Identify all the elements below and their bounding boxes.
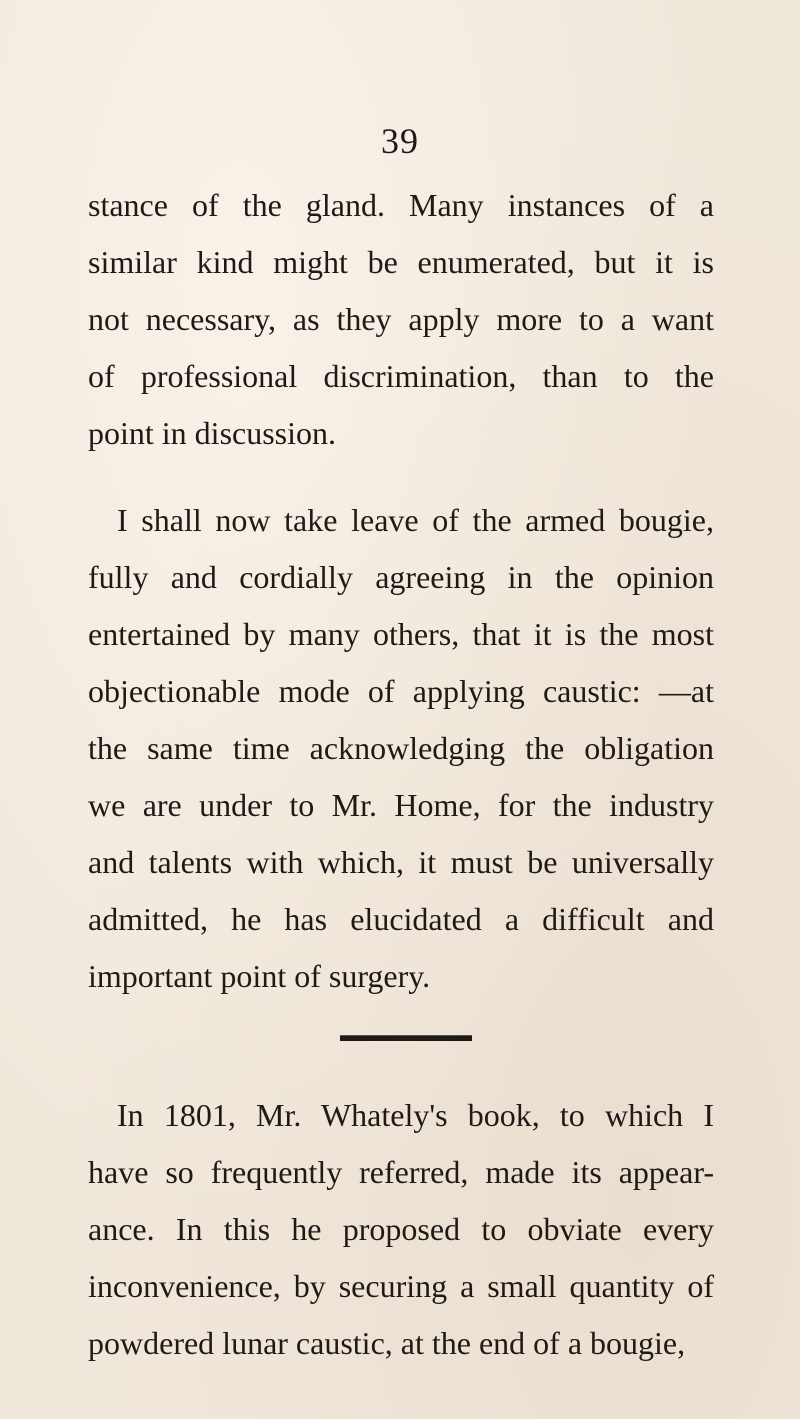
paragraph-3-line-3: ance. In this he proposed to obviate every [88,1211,714,1247]
paragraph-2-line-5: the same time acknowledging the obligation [88,730,714,766]
paragraph-2-line-4: objectionable mode of applying caustic: —at [88,673,714,709]
paragraph-2-line-3: entertained by many others, that it is the most [88,616,714,652]
paragraph-2-line-8: admitted, he has elucidated a difficult and [88,901,714,937]
paragraph-2-line-9: important point of surgery. [88,958,431,994]
paragraph-1-line-2: similar kind might be enumerated, but it is [88,244,714,280]
paragraph-3-line-5: powdered lunar caustic, at the end of a bougie, [88,1325,686,1361]
paragraph-3-line-2: have so frequently referred, made its appear- [88,1154,714,1190]
paragraph-2-line-6: we are under to Mr. Home, for the industry [88,787,714,823]
paragraph-2-line-1: I shall now take leave of the armed bougie, [117,502,714,538]
paragraph-2-line-2: fully and cordially agreeing in the opinion [88,559,714,595]
page-number: 39 [381,121,419,161]
paragraph-2-line-7: and talents with which, it must be universally [88,844,714,880]
section-divider [340,1035,472,1041]
paragraph-1-line-4: of professional discrimination, than to the [88,358,714,394]
paragraph-1-line-3: not necessary, as they apply more to a want [88,301,714,337]
paragraph-3-line-1: In 1801, Mr. Whately's book, to which I [117,1097,714,1133]
paragraph-1-line-1: stance of the gland. Many instances of a [88,187,714,223]
paragraph-3-line-4: inconvenience, by securing a small quantity of [88,1268,714,1304]
paragraph-1-line-5: point in discussion. [88,415,337,451]
